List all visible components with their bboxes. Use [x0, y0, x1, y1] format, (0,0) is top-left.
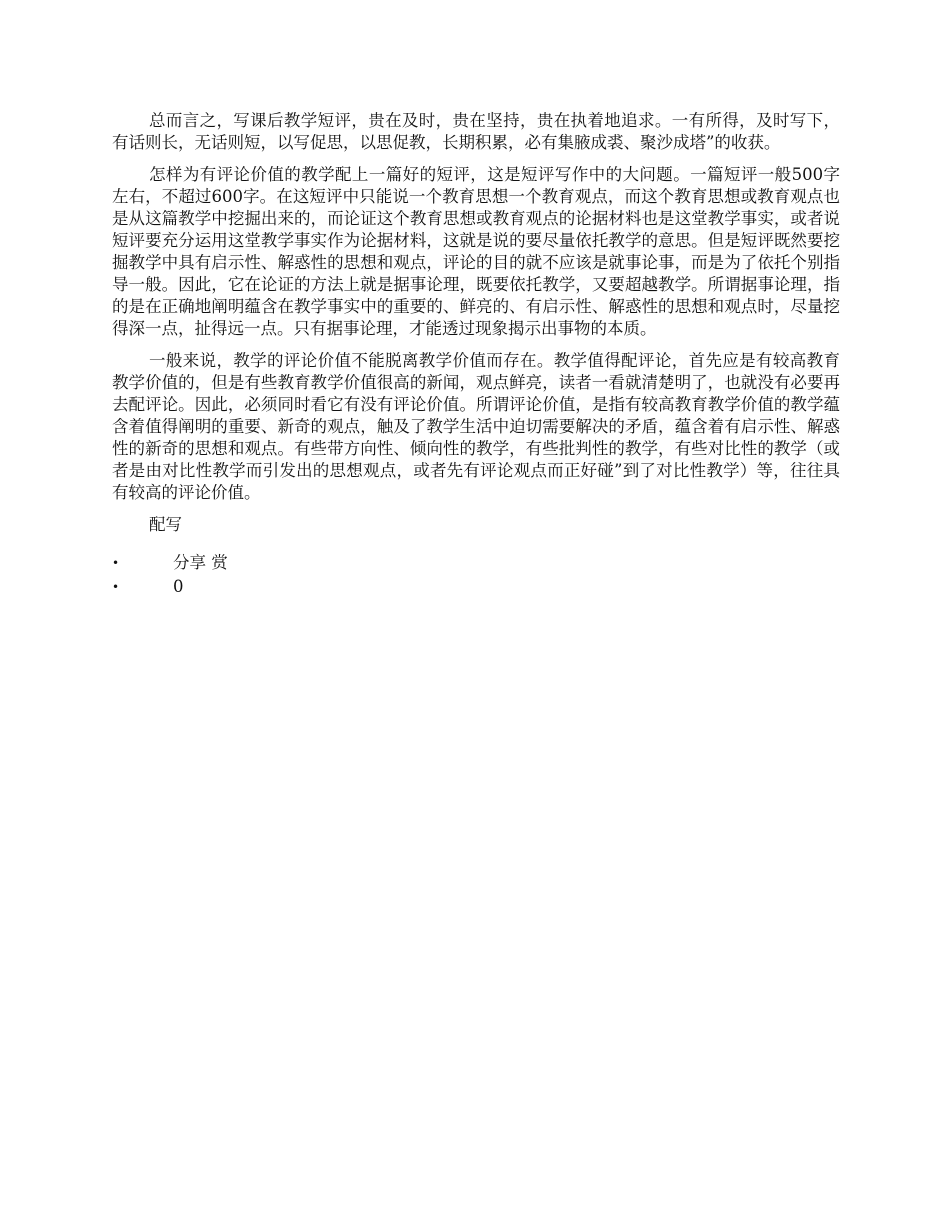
document-page: [112, 110, 840, 600]
short-line: 配写: [149, 515, 182, 534]
count-value: 0: [173, 577, 184, 596]
paragraph-how-to-write: 怎样为有评论价值的教学配上一篇好的短评，这是短评写作中的大问题。一篇短评一般500字左右，不超过600字。在这短评中只能说一个教育思想一个教育观点，而这个教育思想或教育观点也是从这篇教学中挖掘出来的，而论证这个教育思想或教育观点的论据材料也是这堂教学事实，或者说短评要充分运用这堂教学事实作为论据材料，这就是说的要尽量依托教学的意思。但是短评既然要挖掘教学中具有启示性、解惑性的思想和观点，评论的目的就不应该是就事论事，而是为了依托个别指导一般。因此，它在论证的方法上就是据事论理，既要依托教学，又要超越教学。所谓据事论理，指的是在正确地阐明蕴含在教学事实中的重要的、鲜亮的、有启示性、解惑性的思想和观点时，尽量挖得深一点，扯得远一点。只有据事论理，才能透过现象揭示出事物的本质。: [112, 165, 840, 338]
paragraph-summary: 总而言之，写课后教学短评，贵在及时，贵在坚持，贵在执着地追求。一有所得，及时写下，有话则长，无话则短，以写促思，以思促教，长期积累，必有集腋成裘、聚沙成塔”的收获。: [112, 111, 840, 152]
list-item-share[interactable]: [112, 552, 840, 574]
paragraph-comment-value: 一般来说，教学的评论价值不能脱离教学价值而存在。教学值得配评论，首先应是有较高教育教学价值的，但是有些教育教学价值很高的新闻，观点鲜亮，读者一看就清楚明了，也就没有必要再去配评论。因此，必须同时看它有没有评论价值。所谓评论价值，是指有较高教育教学价值的教学蕴含着值得阐明的重要、新奇的观点，触及了教学生活中迫切需要解决的矛盾，蕴含着有启示性、解惑性的新奇的思想和观点。有些带方向性、倾向性的教学，有些批判性的教学，有些对比性的教学（或者是由对比性教学而引发出的思想观点，或者先有评论观点而正好碰”到了对比性教学）等，往往具有较高的评论价值。: [112, 351, 840, 502]
list-item-count: [112, 576, 840, 598]
bullet-icon: •: [112, 556, 120, 570]
bullet-icon: •: [112, 580, 120, 594]
bullet-list: [112, 552, 840, 598]
share-reward-label[interactable]: 分享 赏: [173, 553, 228, 572]
